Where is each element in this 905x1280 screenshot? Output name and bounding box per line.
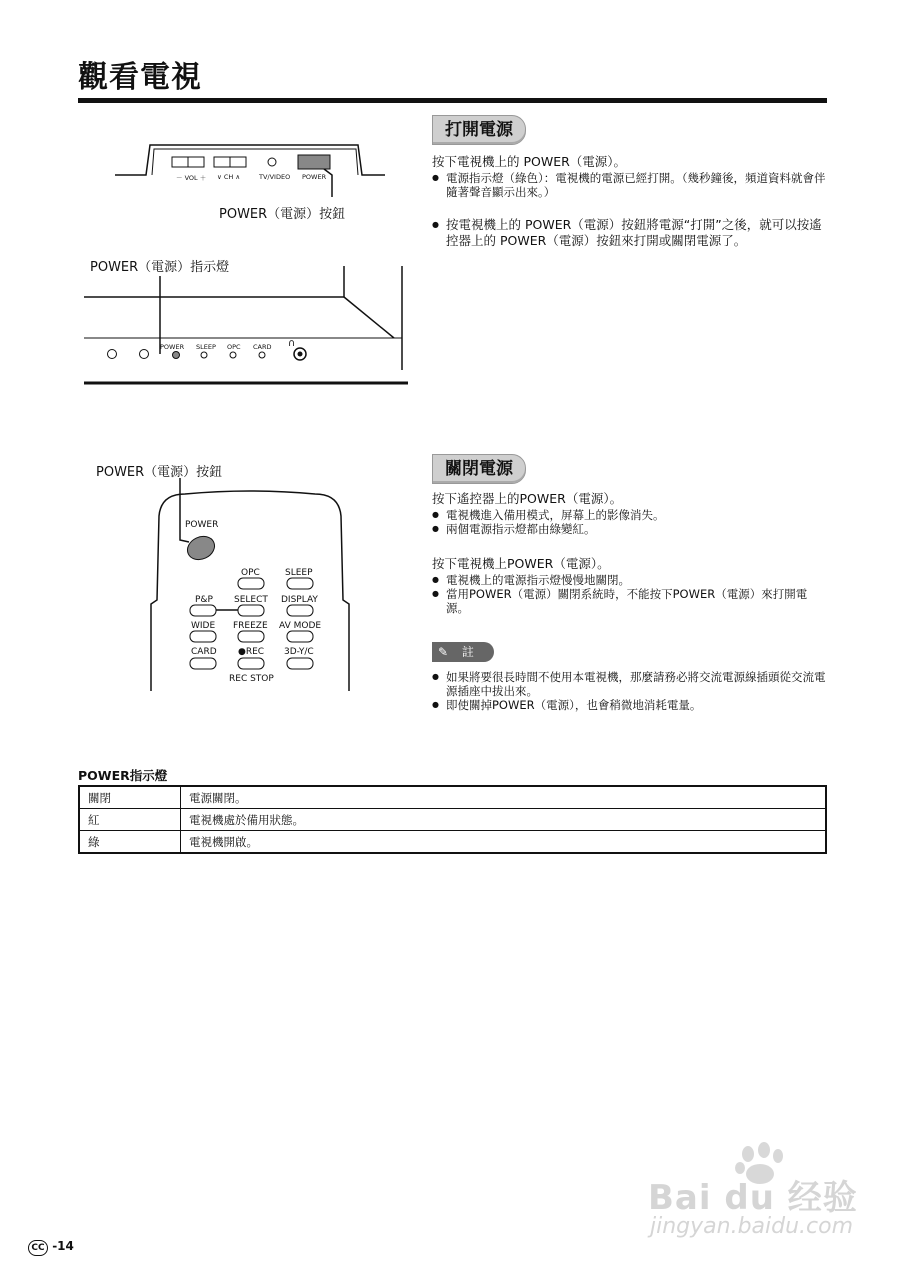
remote-recstop-label: REC STOP (229, 674, 274, 684)
title-rule (78, 98, 827, 103)
power-on-remote-bullet: ● 按電視機上的 POWER（電源）按鈕將電源“打開”之後，就可以按遙控器上的 POWER（電源）按鈕來打開或關閉電源了。 (432, 217, 828, 248)
remote-display-label: DISPLAY (281, 595, 318, 605)
note-bullet-1: ● 如果將要很長時間不使用本電視機，那麼請務必將交流電源線插頭從交流電源插座中拔出來。 (432, 670, 828, 698)
power-off-bullet-4: ● 當用POWER（電源）關閉系統時，不能按下POWER（電源）來打開電源。 (432, 587, 828, 615)
table-cell: 關閉 (79, 786, 181, 809)
note-badge (432, 642, 494, 662)
vol-label: － VOL ＋ (176, 174, 207, 182)
power-on-intro: 按下電視機上的 POWER（電源）。 (432, 154, 627, 169)
watermark-url: jingyan.baidu.com (650, 1214, 854, 1239)
indicator-sleep-label: SLEEP (196, 343, 216, 351)
note-bullet-2: ● 即使關掉POWER（電源），也會稍微地消耗電量。 (432, 698, 828, 712)
table-cell: 電視機開啟。 (181, 831, 827, 854)
tv-power-button-callout: POWER（電源）按鈕 (219, 207, 346, 222)
page-title: 觀看電視 (78, 60, 202, 95)
power-off-bullet-2: ● 兩個電源指示燈都由綠變紅。 (432, 522, 828, 536)
remote-power-button-callout: POWER（電源）按鈕 (96, 465, 223, 480)
table-cell: 綠 (79, 831, 181, 854)
power-label-top: POWER (302, 173, 327, 181)
remote-3dyc-label: 3D-Y/C (284, 647, 314, 657)
table-row (79, 786, 826, 809)
power-off-intro-tv: 按下電視機上POWER（電源）。 (432, 556, 610, 571)
remote-control-diagram (145, 476, 355, 696)
indicator-card-label: CARD (253, 343, 272, 351)
remote-rec-label: ●REC (238, 647, 265, 657)
power-off-instructions (432, 491, 828, 615)
remote-freeze-label: FREEZE (233, 621, 268, 631)
table-cell: 紅 (79, 809, 181, 831)
indicator-power-label: POWER (160, 343, 185, 351)
page-number: -14 (52, 1239, 74, 1253)
remote-card-label: CARD (191, 647, 217, 657)
cc-icon: CC (28, 1240, 48, 1256)
power-off-intro-remote: 按下遙控器上的POWER（電源）。 (432, 491, 623, 506)
remote-pp-label: P&P (195, 595, 213, 605)
power-on-heading: 打開電源 (432, 115, 526, 145)
remote-sleep-label: SLEEP (285, 568, 313, 578)
tvvideo-label: TV/VIDEO (259, 173, 291, 181)
power-table-caption: POWER指示燈 (78, 768, 168, 783)
power-off-bullet-3: ● 電視機上的電源指示燈慢慢地關閉。 (432, 573, 828, 587)
note-list (432, 670, 828, 712)
table-cell: 電源關閉。 (181, 786, 827, 809)
remote-opc-label: OPC (241, 568, 260, 578)
note-label: 註 (461, 645, 474, 659)
table-cell: 電視機處於備用狀態。 (181, 809, 827, 831)
table-row (79, 809, 826, 831)
indicator-opc-label: OPC (227, 343, 241, 351)
table-row (79, 831, 826, 854)
ch-label: ∨ CH ∧ (217, 173, 241, 181)
power-off-bullet-1: ● 電視機進入備用模式，屏幕上的影像消失。 (432, 508, 828, 522)
power-indicator-callout: POWER（電源）指示燈 (90, 260, 230, 275)
remote-power-label: POWER (185, 520, 219, 530)
tv-front-panel-diagram (82, 262, 412, 387)
power-on-instructions (432, 154, 828, 248)
power-on-bullet: ● 電源指示燈（綠色）：電視機的電源已經打開。（幾秒鐘後，頻道資料就會伴隨著聲音顯示出來。） (432, 171, 828, 199)
remote-avmode-label: AV MODE (279, 621, 322, 631)
power-off-heading: 關閉電源 (432, 454, 526, 484)
headphone-icon: ∩ (288, 338, 296, 349)
paperclip-icon: ✎ (438, 645, 449, 659)
power-indicator-table (78, 785, 827, 854)
page-footer (28, 1239, 74, 1256)
watermark-brand: Bai du 经验 (648, 1178, 858, 1218)
remote-select-label: SELECT (234, 595, 268, 605)
remote-wide-label: WIDE (191, 621, 216, 631)
